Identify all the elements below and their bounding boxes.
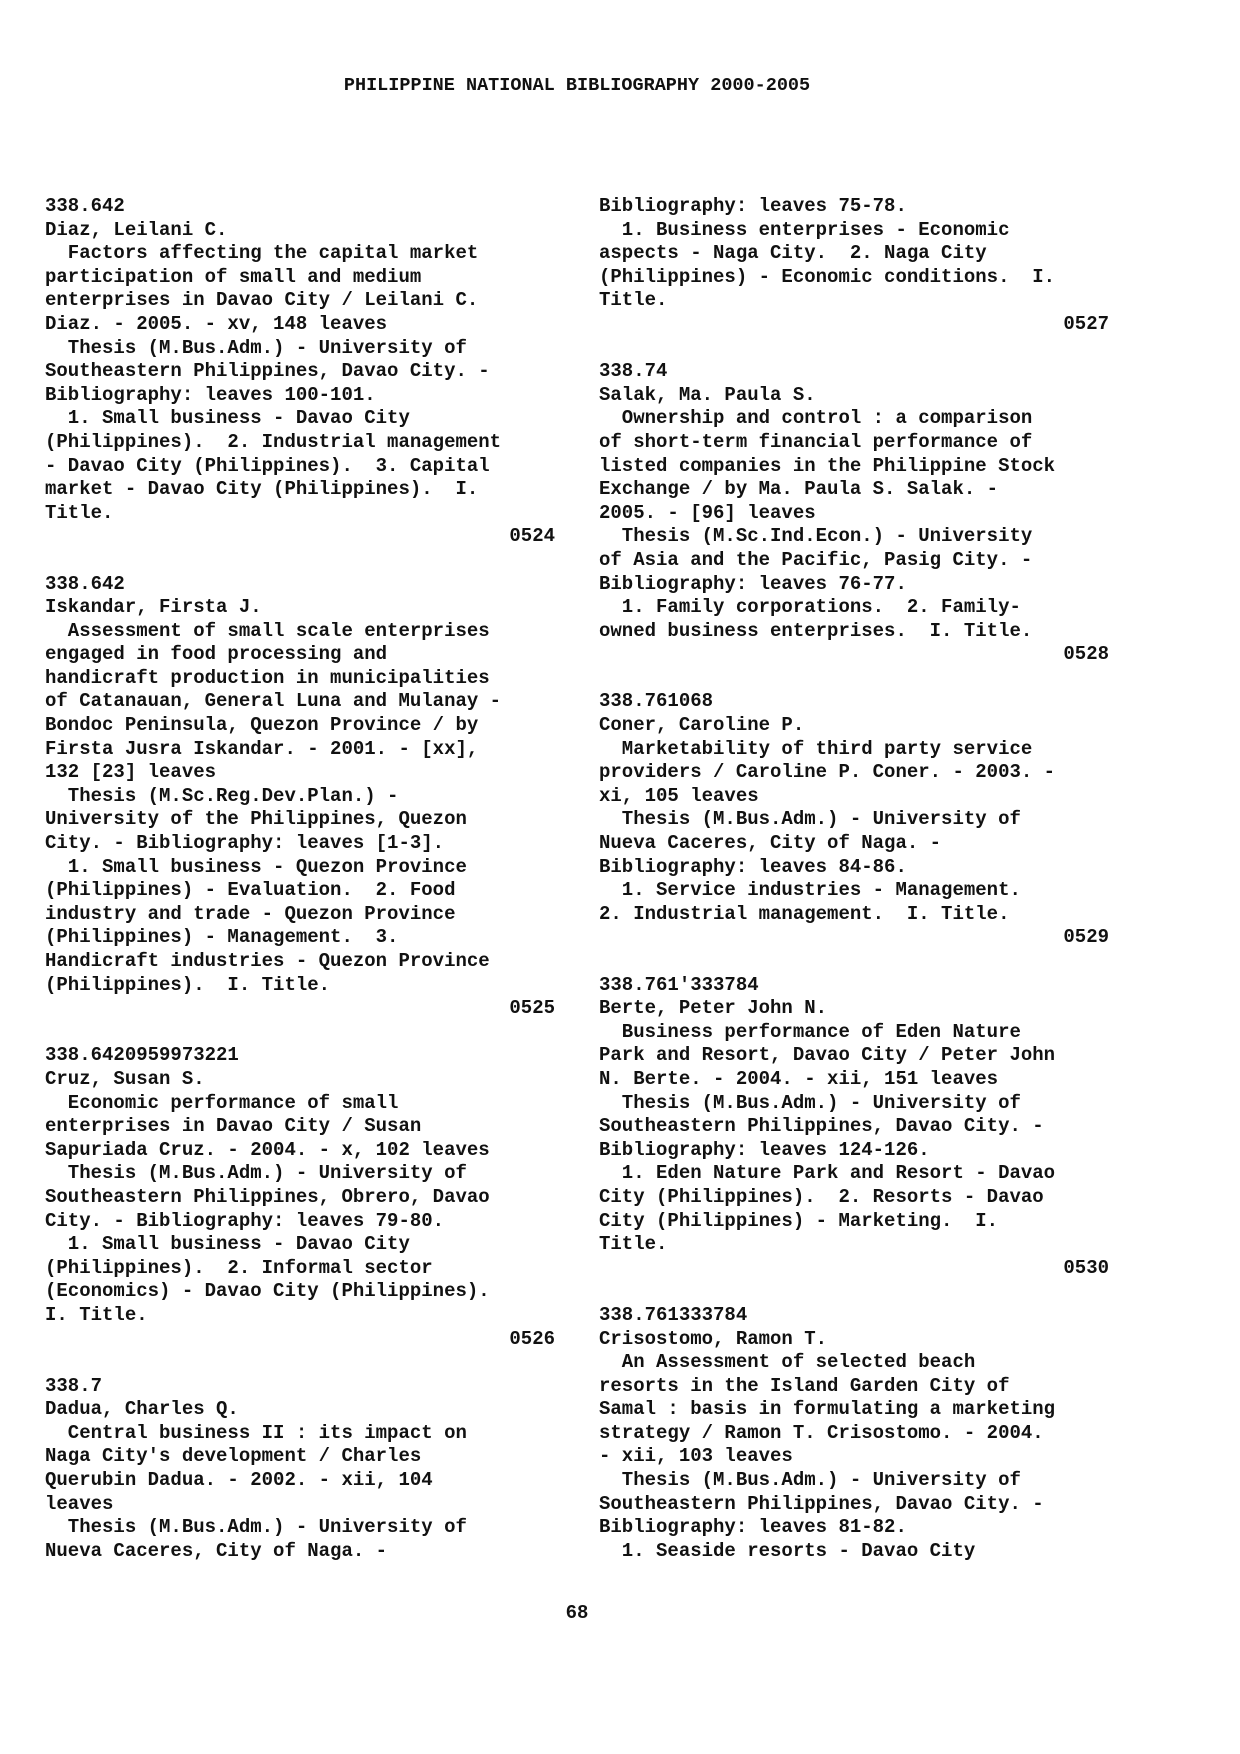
entry-line: Coner, Caroline P. bbox=[599, 714, 805, 737]
entry-line: Bibliography: leaves 81-82. bbox=[599, 1516, 907, 1539]
entry-line: Title. bbox=[599, 289, 668, 312]
entry-line: Southeastern Philippines, Davao City. - bbox=[599, 1115, 1044, 1138]
entry-line: (Philippines) - Management. 3. bbox=[45, 926, 399, 949]
entry-line: - xii, 103 leaves bbox=[599, 1445, 793, 1468]
entry-line: City. - Bibliography: leaves 79-80. bbox=[45, 1209, 445, 1232]
entry-line: Bibliography: leaves 76-77. bbox=[599, 572, 907, 595]
entry-line: - Davao City (Philippines). 3. Capital bbox=[45, 454, 490, 477]
entry-line: Nueva Caceres, City of Naga. - bbox=[599, 832, 942, 855]
page-number: 68 bbox=[565, 1602, 589, 1624]
entry-line: market - Davao City (Philippines). I. bbox=[45, 478, 479, 501]
entry-line: Bibliography: leaves 84-86. bbox=[599, 855, 907, 878]
entry-line: industry and trade - Quezon Province bbox=[45, 902, 456, 925]
entry-line: 338.761333784 bbox=[599, 1303, 748, 1326]
entry-line: of Asia and the Pacific, Pasig City. - bbox=[599, 548, 1033, 571]
entry-line: 338.74 bbox=[599, 360, 668, 383]
entry-line: Bibliography: leaves 124-126. bbox=[599, 1138, 930, 1161]
entry-line: (Philippines) - Evaluation. 2. Food bbox=[45, 879, 456, 902]
entry-line: 338.761068 bbox=[599, 690, 714, 713]
entry-number: 0529 bbox=[1063, 926, 1109, 949]
entry-line: Nueva Caceres, City of Naga. - bbox=[45, 1539, 388, 1562]
entry-line: Factors affecting the capital market bbox=[45, 242, 479, 265]
entry-line: 338.642 bbox=[45, 572, 125, 595]
entry-line: 132 [23] leaves bbox=[45, 761, 217, 784]
entry-line: owned business enterprises. I. Title. bbox=[599, 619, 1033, 642]
entry-line: Thesis (M.Bus.Adm.) - University of bbox=[599, 808, 1021, 831]
entry-line: Dadua, Charles Q. bbox=[45, 1398, 239, 1421]
entry-line: Thesis (M.Sc.Reg.Dev.Plan.) - bbox=[45, 784, 399, 807]
entry-line: handicraft production in municipalities bbox=[45, 666, 490, 689]
entry-line: resorts in the Island Garden City of bbox=[599, 1374, 1010, 1397]
entry-line: 338.7 bbox=[45, 1374, 103, 1397]
entry-line: City (Philippines) - Marketing. I. bbox=[599, 1209, 999, 1232]
entry-line: Salak, Ma. Paula S. bbox=[599, 383, 816, 406]
entry-line: participation of small and medium bbox=[45, 265, 422, 288]
entry-line: enterprises in Davao City / Susan bbox=[45, 1115, 422, 1138]
entry-line: 338.642 bbox=[45, 195, 125, 217]
entry-line: Diaz. - 2005. - xv, 148 leaves bbox=[45, 312, 388, 335]
entry-line: leaves bbox=[45, 1492, 114, 1515]
entry-line: City (Philippines). 2. Resorts - Davao bbox=[599, 1185, 1044, 1208]
entry-line bbox=[599, 1280, 1109, 1304]
entry-line: City. - Bibliography: leaves [1-3]. bbox=[45, 832, 445, 855]
entry-number: 0525 bbox=[509, 997, 555, 1020]
entry-line: Bondoc Peninsula, Quezon Province / by bbox=[45, 714, 479, 737]
entry-line: (Economics) - Davao City (Philippines). bbox=[45, 1280, 490, 1303]
entry-line: of Catanauan, General Luna and Mulanay - bbox=[45, 690, 502, 713]
entry-line bbox=[599, 337, 1109, 361]
entry-line: Marketability of third party service bbox=[599, 737, 1033, 760]
entry-line: Park and Resort, Davao City / Peter John bbox=[599, 1044, 1056, 1067]
entry-line: Central business II : its impact on bbox=[45, 1421, 467, 1444]
entry-line: Southeastern Philippines, Davao City. - bbox=[45, 360, 490, 383]
entry-line: Samal : basis in formulating a marketing bbox=[599, 1398, 1056, 1421]
entry-line: 1. Small business - Davao City bbox=[45, 1233, 410, 1256]
entry-line: Diaz, Leilani C. bbox=[45, 218, 228, 241]
entry-line: Ownership and control : a comparison bbox=[599, 407, 1033, 430]
entry-line: 1. Business enterprises - Economic bbox=[599, 218, 1010, 241]
entry-line: Assessment of small scale enterprises bbox=[45, 619, 490, 642]
entry-line: Firsta Jusra Iskandar. - 2001. - [xx], bbox=[45, 737, 479, 760]
entry-number: 0526 bbox=[509, 1327, 555, 1350]
entry-line: Bibliography: leaves 100-101. bbox=[45, 383, 376, 406]
entry-line: engaged in food processing and bbox=[45, 643, 388, 666]
entry-number: 0528 bbox=[1063, 643, 1109, 666]
entry-line: Iskandar, Firsta J. bbox=[45, 596, 262, 619]
entry-number: 0527 bbox=[1063, 312, 1109, 335]
entry-line: 2. Industrial management. I. Title. bbox=[599, 902, 1010, 925]
entry-line bbox=[599, 950, 1109, 974]
entry-line: Southeastern Philippines, Obrero, Davao bbox=[45, 1185, 490, 1208]
entry-line: An Assessment of selected beach bbox=[599, 1351, 976, 1374]
entry-line: xi, 105 leaves bbox=[599, 784, 759, 807]
entry-line: 1. Small business - Quezon Province bbox=[45, 855, 467, 878]
entry-line: (Philippines). 2. Industrial management bbox=[45, 430, 502, 453]
page-header: PHILIPPINE NATIONAL BIBLIOGRAPHY 2000-2005 bbox=[343, 75, 811, 96]
entry-line: strategy / Ramon T. Crisostomo. - 2004. bbox=[599, 1421, 1044, 1444]
entry-line: 338.6420959973221 bbox=[45, 1044, 239, 1067]
entry-line: Title. bbox=[599, 1233, 668, 1256]
right-column bbox=[599, 195, 1109, 1563]
entry-line: (Philippines). I. Title. bbox=[45, 973, 331, 996]
entry-line: (Philippines). 2. Informal sector bbox=[45, 1256, 433, 1279]
entry-number: 0530 bbox=[1063, 1256, 1109, 1279]
entry-line: Cruz, Susan S. bbox=[45, 1067, 205, 1090]
entry-line: of short-term financial performance of bbox=[599, 430, 1033, 453]
entry-line: 338.761'333784 bbox=[599, 973, 759, 996]
entry-line: 1. Eden Nature Park and Resort - Davao bbox=[599, 1162, 1056, 1185]
entry-line: Southeastern Philippines, Davao City. - bbox=[599, 1492, 1044, 1515]
entry-line: Sapuriada Cruz. - 2004. - x, 102 leaves bbox=[45, 1138, 490, 1161]
entry-line: listed companies in the Philippine Stock bbox=[599, 454, 1056, 477]
entry-line: Economic performance of small bbox=[45, 1091, 399, 1114]
entry-line: Handicraft industries - Quezon Province bbox=[45, 950, 490, 972]
entry-line: Berte, Peter John N. bbox=[599, 997, 828, 1020]
entry-number: 0524 bbox=[509, 525, 555, 548]
entry-line bbox=[45, 549, 555, 573]
entry-line: N. Berte. - 2004. - xii, 151 leaves bbox=[599, 1067, 999, 1090]
entry-line: I. Title. bbox=[45, 1303, 148, 1326]
entry-line: Thesis (M.Sc.Ind.Econ.) - University bbox=[599, 525, 1033, 548]
entry-line: Thesis (M.Bus.Adm.) - University of bbox=[599, 1091, 1021, 1114]
entry-line: Crisostomo, Ramon T. bbox=[599, 1327, 828, 1350]
entry-line: Thesis (M.Bus.Adm.) - University of bbox=[599, 1469, 1021, 1492]
entry-line bbox=[599, 667, 1109, 691]
entry-line: Querubin Dadua. - 2002. - xii, 104 bbox=[45, 1469, 433, 1492]
entry-line bbox=[45, 1021, 555, 1045]
entry-line: enterprises in Davao City / Leilani C. bbox=[45, 289, 479, 312]
left-column bbox=[45, 195, 555, 1563]
entry-line: Business performance of Eden Nature bbox=[599, 1020, 1021, 1043]
entry-line: 1. Service industries - Management. bbox=[599, 879, 1021, 902]
entry-line: Thesis (M.Bus.Adm.) - University of bbox=[45, 1516, 467, 1539]
entry-line: Naga City's development / Charles bbox=[45, 1445, 422, 1468]
entry-line: 1. Family corporations. 2. Family- bbox=[599, 596, 1021, 619]
entry-line: Exchange / by Ma. Paula S. Salak. - bbox=[599, 478, 999, 501]
entry-line: aspects - Naga City. 2. Naga City bbox=[599, 242, 987, 265]
entry-line: Thesis (M.Bus.Adm.) - University of bbox=[45, 336, 467, 359]
entry-line: (Philippines) - Economic conditions. I. bbox=[599, 265, 1056, 288]
entry-line: Bibliography: leaves 75-78. bbox=[599, 195, 907, 217]
entry-line: providers / Caroline P. Coner. - 2003. - bbox=[599, 761, 1056, 784]
entry-line: 1. Small business - Davao City bbox=[45, 407, 410, 430]
entry-line: 1. Seaside resorts - Davao City bbox=[599, 1539, 976, 1562]
entry-line: Thesis (M.Bus.Adm.) - University of bbox=[45, 1162, 467, 1185]
entry-line: University of the Philippines, Quezon bbox=[45, 808, 467, 831]
entry-line: Title. bbox=[45, 501, 114, 524]
entry-line bbox=[45, 1351, 555, 1375]
entry-line: 2005. - [96] leaves bbox=[599, 501, 816, 524]
